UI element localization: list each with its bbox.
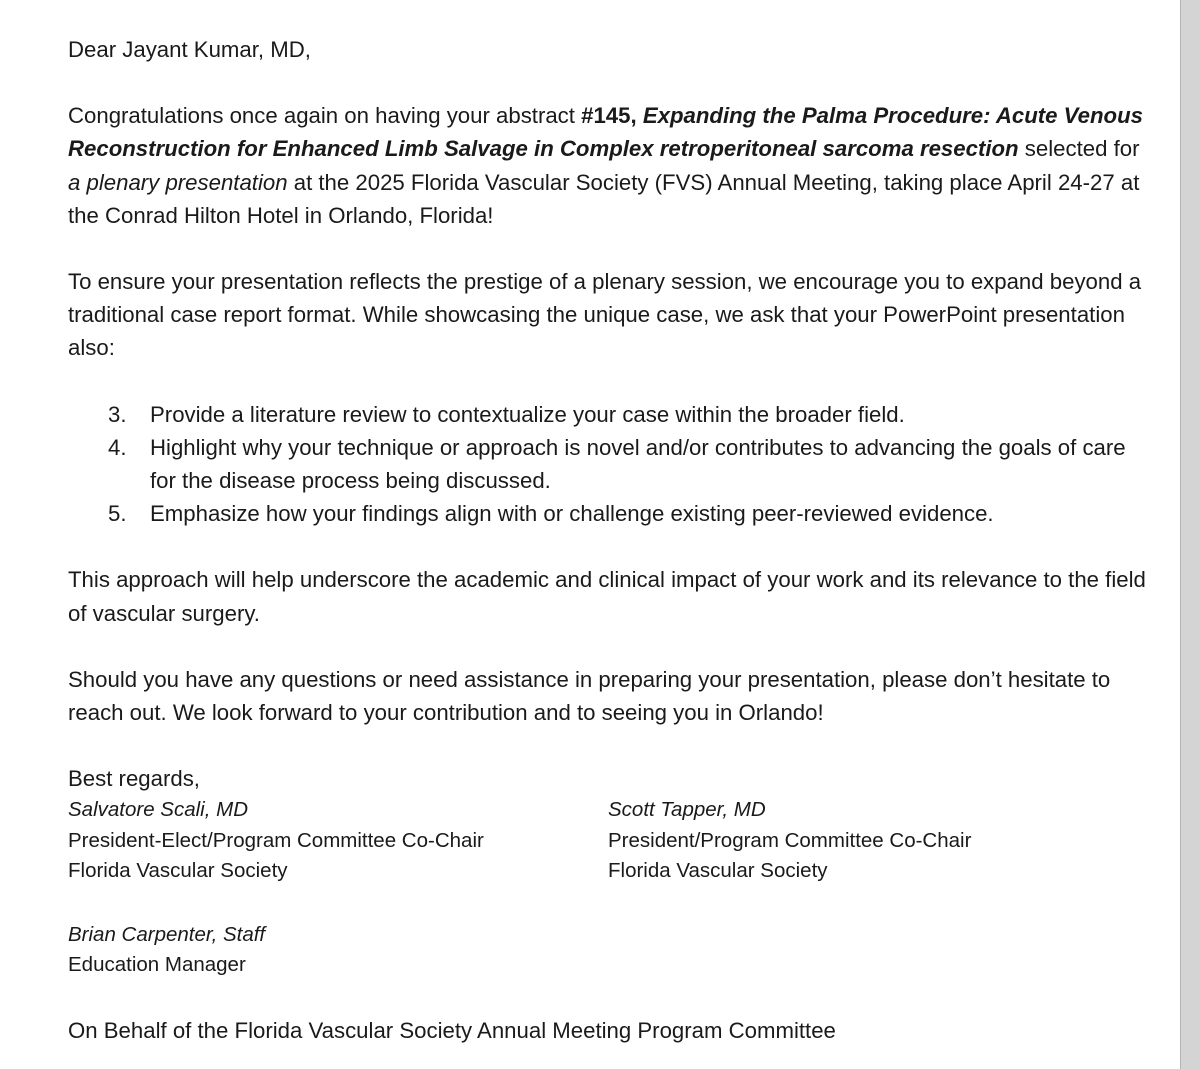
staff-title: Education Manager <box>68 953 246 977</box>
signatory-name: Scott Tapper, MD <box>608 798 766 822</box>
abstract-title: Expanding the Palma Procedure: Acute Venous Reconstruction for Enhanced Limb Salvage in Complex retroperitoneal sarcoma resection <box>68 103 1143 162</box>
requirements-list <box>68 398 1148 531</box>
list-number: 5. <box>108 501 127 527</box>
list-item <box>68 398 1148 431</box>
expectations-paragraph: To ensure your presentation reflects the prestige of a plenary session, we encourage you to expand beyond a traditional case report format. While showcasing the unique case, we ask that your PowerPoint presentation also: <box>68 269 1142 361</box>
list-text: Emphasize how your findings align with or challenge existing peer-reviewed evidence. <box>150 501 994 527</box>
closing-line: On Behalf of the Florida Vascular Society Annual Meeting Program Committee <box>68 1017 836 1043</box>
page-edge <box>1180 0 1200 1069</box>
list-text: Highlight why your technique or approach is novel and/or contributes to advancing the goals of care for the disease process being discussed. <box>150 434 1126 494</box>
list-number: 4. <box>108 434 127 460</box>
signatory-title: President-Elect/Program Committee Co-Chair <box>68 828 484 852</box>
mid-text: selected for <box>1018 136 1140 162</box>
signoff: Best regards, <box>68 766 200 792</box>
signatory-org: Florida Vascular Society <box>608 859 828 883</box>
signatory-title: President/Program Committee Co-Chair <box>608 828 972 852</box>
signatory-name: Salvatore Scali, MD <box>68 798 249 822</box>
contact-paragraph: Should you have any questions or need assistance in preparing your presentation, please don’t hesitate to reach out. We look forward to your contribution and to seeing you in Orlando! <box>68 666 1111 726</box>
staff-name: Brian Carpenter, Staff <box>68 922 266 946</box>
list-number: 3. <box>108 401 127 427</box>
presentation-type: a plenary presentation <box>68 169 288 195</box>
list-text: Provide a literature review to contextualize your case within the broader field. <box>150 401 905 427</box>
meeting-details: at the 2025 Florida Vascular Society (FVS) Annual Meeting, taking place April 24-27 at the Conrad Hilton Hotel in Orlando, Florida! <box>68 169 1140 228</box>
list-item <box>68 497 1148 530</box>
impact-paragraph: This approach will help underscore the academic and clinical impact of your work and its relevance to the field of vascular surgery. <box>68 567 1146 626</box>
congratulations-paragraph <box>68 99 1148 232</box>
salutation: Dear Jayant Kumar, MD, <box>68 37 311 62</box>
signature-block <box>68 795 1148 887</box>
list-item <box>68 431 1148 497</box>
intro-text: Congratulations once again on having your abstract <box>68 103 582 129</box>
abstract-number: #145, <box>581 103 637 129</box>
staff-signature <box>68 920 1148 981</box>
signatory-org: Florida Vascular Society <box>68 859 288 883</box>
signatory-right <box>608 795 1148 887</box>
letter-body <box>68 33 1148 1047</box>
signatory-left <box>68 795 608 887</box>
